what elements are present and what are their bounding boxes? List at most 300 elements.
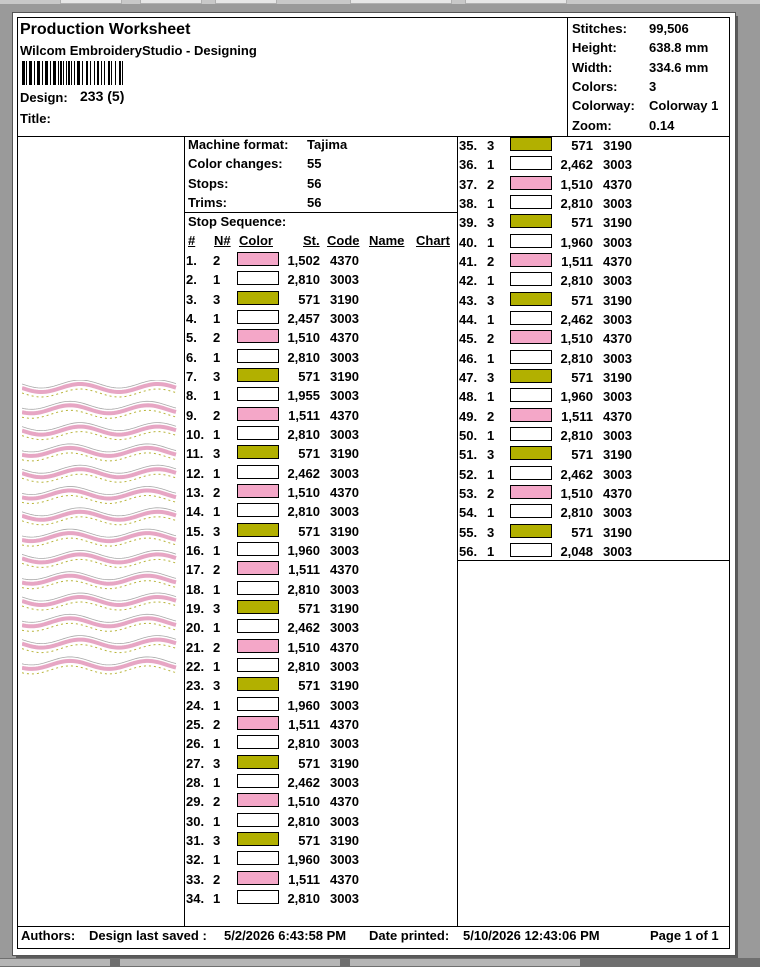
row-stitches: 1,960 <box>287 542 320 558</box>
row-stitches: 1,510 <box>287 484 320 500</box>
row-index: 53. <box>459 485 478 501</box>
table-row <box>459 291 729 310</box>
machine-value: 56 <box>307 176 322 191</box>
row-stitches: 571 <box>298 678 320 694</box>
row-stitches: 571 <box>298 600 320 616</box>
row-needle: 1 <box>213 272 221 288</box>
col-index: # <box>188 233 196 248</box>
row-code: 4370 <box>330 484 359 500</box>
row-code: 3003 <box>330 349 359 365</box>
row-code: 4370 <box>330 639 359 655</box>
machine-label: Machine format: <box>188 137 289 152</box>
table-row <box>186 309 456 328</box>
row-stitches: 571 <box>298 755 320 771</box>
row-stitches: 2,810 <box>287 426 320 442</box>
row-color-swatch <box>510 427 552 441</box>
table-row <box>186 290 456 309</box>
col-chart: Chart <box>416 233 450 248</box>
row-code: 3003 <box>330 697 359 713</box>
row-stitches: 2,810 <box>287 890 320 906</box>
row-needle: 3 <box>213 755 221 771</box>
row-stitches: 571 <box>571 292 593 308</box>
row-stitches: 2,810 <box>287 272 320 288</box>
toolbar-tab[interactable] <box>140 0 202 4</box>
row-index: 19. <box>186 600 205 616</box>
table-row <box>186 773 456 792</box>
machine-divider <box>184 212 457 213</box>
stat-label: Width: <box>572 60 613 75</box>
row-stitches: 1,510 <box>287 330 320 346</box>
row-needle: 2 <box>487 331 495 347</box>
row-needle: 1 <box>487 389 495 405</box>
row-needle: 1 <box>487 234 495 250</box>
row-index: 39. <box>459 215 478 231</box>
footer-authors: Authors: <box>21 928 76 943</box>
row-color-swatch <box>510 369 552 383</box>
row-color-swatch <box>237 677 279 691</box>
table-row <box>186 754 456 773</box>
table-row <box>459 349 729 368</box>
row-stitches: 571 <box>298 291 320 307</box>
row-index: 52. <box>459 466 478 482</box>
row-code: 3003 <box>330 581 359 597</box>
table-row <box>459 175 729 194</box>
row-stitches: 2,462 <box>287 774 320 790</box>
row-needle: 3 <box>213 446 221 462</box>
preview-pink-band <box>22 491 176 499</box>
design-preview-image <box>22 380 177 680</box>
row-needle: 2 <box>213 253 221 268</box>
row-needle: 1 <box>213 310 221 326</box>
preview-pink-band <box>22 576 176 584</box>
row-color-swatch <box>237 252 279 266</box>
table-row <box>186 618 456 637</box>
row-needle: 3 <box>213 678 221 694</box>
row-index: 13. <box>186 484 205 500</box>
row-needle: 1 <box>213 581 221 597</box>
table-row <box>459 465 729 484</box>
row-color-swatch <box>237 484 279 498</box>
stat-value: 99,506 <box>649 21 689 36</box>
col-stitches: St. <box>303 233 320 248</box>
row-color-swatch <box>510 466 552 480</box>
table-row <box>459 252 729 271</box>
row-needle: 1 <box>213 736 221 752</box>
row-stitches: 571 <box>571 447 593 463</box>
row-code: 3003 <box>330 736 359 752</box>
toolbar-tab[interactable] <box>465 0 567 4</box>
row-index: 5. <box>186 330 197 346</box>
row-stitches: 1,955 <box>287 388 320 404</box>
row-stitches: 2,810 <box>287 349 320 365</box>
row-code: 4370 <box>603 331 632 347</box>
row-needle: 2 <box>213 871 221 887</box>
table-row <box>186 483 456 502</box>
row-needle: 1 <box>213 890 221 906</box>
stat-label: Colorway: <box>572 98 635 113</box>
row-code: 3003 <box>603 389 632 405</box>
row-color-swatch <box>510 292 552 306</box>
row-stitches: 1,511 <box>561 253 593 269</box>
row-stitches: 2,462 <box>560 311 593 327</box>
row-stitches: 2,810 <box>287 813 320 829</box>
row-color-swatch <box>237 310 279 324</box>
row-index: 42. <box>459 273 478 289</box>
row-index: 14. <box>186 504 205 520</box>
row-index: 9. <box>186 407 197 423</box>
row-code: 4370 <box>330 794 359 810</box>
row-code: 3003 <box>603 311 632 327</box>
row-code: 3003 <box>603 543 632 559</box>
row-stitches: 1,511 <box>561 408 593 424</box>
row-needle: 3 <box>213 832 221 848</box>
row-color-swatch <box>510 408 552 422</box>
row-needle: 3 <box>487 215 495 231</box>
row-index: 41. <box>459 253 478 269</box>
row-index: 36. <box>459 157 478 173</box>
row-needle: 2 <box>487 485 495 501</box>
table-row <box>459 445 729 464</box>
machine-label: Color changes: <box>188 156 283 171</box>
row-stitches: 1,960 <box>560 389 593 405</box>
machine-value: 55 <box>307 156 322 171</box>
stats-divider <box>567 17 568 137</box>
row-color-swatch <box>237 271 279 285</box>
row-stitches: 2,462 <box>287 465 320 481</box>
row-stitches: 571 <box>298 368 320 384</box>
table-row <box>459 523 729 542</box>
row-color-swatch <box>237 368 279 382</box>
row-index: 46. <box>459 350 478 366</box>
status-segment <box>350 959 580 966</box>
table-row <box>459 155 729 174</box>
row-stitches: 2,462 <box>287 620 320 636</box>
row-index: 21. <box>186 639 205 655</box>
row-needle: 1 <box>213 658 221 674</box>
col-needle: N# <box>214 233 231 248</box>
row-code: 3190 <box>603 215 632 231</box>
table-row <box>459 407 729 426</box>
toolbar-tab[interactable] <box>60 0 122 4</box>
row-code: 3003 <box>603 195 632 211</box>
row-index: 29. <box>186 794 205 810</box>
table-row <box>186 676 456 695</box>
row-index: 3. <box>186 291 197 307</box>
row-code: 3003 <box>330 852 359 868</box>
row-stitches: 1,511 <box>288 562 320 578</box>
row-stitches: 1,510 <box>560 485 593 501</box>
row-color-swatch <box>237 503 279 517</box>
row-code: 3190 <box>330 523 359 539</box>
row-stitches: 2,810 <box>560 350 593 366</box>
table-row <box>186 522 456 541</box>
row-code: 3003 <box>330 620 359 636</box>
preview-pink-band <box>22 533 176 541</box>
row-stitches: 2,810 <box>287 658 320 674</box>
column-divider <box>457 136 458 927</box>
row-code: 3190 <box>330 291 359 307</box>
row-needle: 3 <box>213 291 221 307</box>
row-index: 31. <box>186 832 205 848</box>
row-code: 3190 <box>603 369 632 385</box>
row-code: 3003 <box>330 504 359 520</box>
footer-page-number: Page 1 of 1 <box>650 928 719 943</box>
table-row <box>186 328 456 347</box>
row-code: 3003 <box>330 813 359 829</box>
table-row <box>186 425 456 444</box>
row-color-swatch <box>237 561 279 575</box>
row-color-swatch <box>237 407 279 421</box>
row-index: 26. <box>186 736 205 752</box>
row-code: 4370 <box>603 485 632 501</box>
window-bottom-strip <box>0 958 760 967</box>
page-title: Production Worksheet <box>20 21 191 38</box>
row-stitches: 2,810 <box>287 581 320 597</box>
row-color-swatch <box>510 504 552 518</box>
row-code: 3190 <box>330 832 359 848</box>
row-code: 3003 <box>330 774 359 790</box>
row-color-swatch <box>237 774 279 788</box>
row-index: 56. <box>459 543 478 559</box>
row-code: 3190 <box>330 446 359 462</box>
row-needle: 1 <box>213 349 221 365</box>
table-row <box>186 464 456 483</box>
stat-label: Height: <box>572 40 617 55</box>
design-value: 233 (5) <box>80 88 125 104</box>
row-color-swatch <box>237 291 279 305</box>
row-color-swatch <box>237 871 279 885</box>
row-index: 8. <box>186 388 197 404</box>
row-color-swatch <box>237 445 279 459</box>
row-index: 2. <box>186 272 197 288</box>
row-code: 3190 <box>603 292 632 308</box>
row-code: 3190 <box>603 524 632 540</box>
row-index: 30. <box>186 813 205 829</box>
row-code: 3190 <box>330 368 359 384</box>
stat-value: 334.6 mm <box>649 60 709 75</box>
row-code: 3003 <box>603 466 632 482</box>
row-color-swatch <box>237 581 279 595</box>
row-needle: 3 <box>487 138 495 153</box>
table-row <box>459 426 729 445</box>
machine-label: Stops: <box>188 176 229 191</box>
table-row <box>186 444 456 463</box>
col-code: Code <box>327 233 360 248</box>
row-index: 11. <box>186 446 204 462</box>
col-name: Name <box>369 233 405 248</box>
table-row <box>186 560 456 579</box>
table-row <box>459 310 729 329</box>
row-needle: 1 <box>213 504 221 520</box>
preview-pink-band <box>22 405 176 413</box>
row-index: 37. <box>459 176 478 192</box>
table-row <box>186 812 456 831</box>
stat-label: Zoom: <box>572 118 612 133</box>
table-row <box>459 387 729 406</box>
row-needle: 1 <box>213 852 221 868</box>
row-code: 3003 <box>603 427 632 443</box>
row-color-swatch <box>510 543 552 557</box>
row-stitches: 1,510 <box>560 176 593 192</box>
row-stitches: 571 <box>298 832 320 848</box>
row-color-swatch <box>237 851 279 865</box>
row-index: 20. <box>186 620 205 636</box>
row-code: 3003 <box>330 658 359 674</box>
row-needle: 2 <box>487 408 495 424</box>
row-needle: 3 <box>487 524 495 540</box>
row-code: 3003 <box>330 465 359 481</box>
row-needle: 2 <box>213 484 221 500</box>
row-index: 35. <box>459 138 478 153</box>
row-needle: 2 <box>487 176 495 192</box>
row-color-swatch <box>237 755 279 769</box>
row-color-swatch <box>510 176 552 190</box>
row-needle: 1 <box>213 426 221 442</box>
row-stitches: 1,510 <box>560 331 593 347</box>
row-index: 47. <box>459 369 478 385</box>
preview-pink-band <box>22 618 176 626</box>
row-stitches: 2,462 <box>560 157 593 173</box>
table-row <box>186 657 456 676</box>
row-stitches: 1,510 <box>287 639 320 655</box>
row-color-swatch <box>237 832 279 846</box>
row-index: 17. <box>186 562 205 578</box>
row-code: 4370 <box>330 253 359 268</box>
stat-value: 0.14 <box>649 118 675 133</box>
row-index: 18. <box>186 581 205 597</box>
table-row <box>186 251 456 270</box>
row-index: 15. <box>186 523 205 539</box>
row-color-swatch <box>510 311 552 325</box>
row-color-swatch <box>510 214 552 228</box>
row-needle: 1 <box>213 465 221 481</box>
toolbar-tab[interactable] <box>350 0 452 4</box>
row-stitches: 1,511 <box>288 871 320 887</box>
row-color-swatch <box>237 890 279 904</box>
row-stitches: 2,810 <box>560 273 593 289</box>
row-index: 44. <box>459 311 478 327</box>
row-index: 6. <box>186 349 197 365</box>
row-code: 4370 <box>603 408 632 424</box>
row-color-swatch <box>510 272 552 286</box>
row-needle: 2 <box>213 330 221 346</box>
row-stitches: 1,511 <box>288 407 320 423</box>
stat-label: Colors: <box>572 79 618 94</box>
stat-value: 638.8 mm <box>649 40 709 55</box>
row-code: 3190 <box>330 755 359 771</box>
row-index: 4. <box>186 310 197 326</box>
row-needle: 1 <box>487 311 495 327</box>
row-code: 3190 <box>603 447 632 463</box>
row-needle: 1 <box>487 505 495 521</box>
table-row <box>186 406 456 425</box>
toolbar-tab[interactable] <box>215 0 277 4</box>
table-row <box>186 580 456 599</box>
row-needle: 2 <box>213 716 221 732</box>
row-needle: 1 <box>213 620 221 636</box>
row-needle: 3 <box>213 523 221 539</box>
footer-divider <box>17 926 730 927</box>
row-needle: 2 <box>487 253 495 269</box>
table-row <box>186 386 456 405</box>
row-stitches: 571 <box>571 369 593 385</box>
table-row <box>459 542 729 561</box>
row-index: 43. <box>459 292 478 308</box>
col-color: Color <box>239 233 273 248</box>
row-index: 48. <box>459 389 478 405</box>
table-row <box>186 850 456 869</box>
machine-label: Trims: <box>188 195 228 210</box>
row-stitches: 1,960 <box>287 852 320 868</box>
row-code: 3003 <box>330 890 359 906</box>
row-needle: 1 <box>213 697 221 713</box>
row-needle: 1 <box>213 542 221 558</box>
row-color-swatch <box>237 716 279 730</box>
row-color-swatch <box>510 253 552 267</box>
row-stitches: 2,462 <box>560 466 593 482</box>
table-row <box>186 889 456 908</box>
row-stitches: 2,810 <box>560 427 593 443</box>
row-needle: 1 <box>487 273 495 289</box>
row-index: 49. <box>459 408 478 424</box>
row-stitches: 1,511 <box>288 716 320 732</box>
row-code: 4370 <box>330 407 359 423</box>
table-row <box>459 233 729 252</box>
row-code: 3003 <box>603 273 632 289</box>
row-needle: 1 <box>487 157 495 173</box>
row-code: 4370 <box>330 871 359 887</box>
stat-value: Colorway 1 <box>649 98 719 113</box>
row-needle: 2 <box>213 639 221 655</box>
row-needle: 2 <box>213 562 221 578</box>
row-code: 3003 <box>603 157 632 173</box>
row-color-swatch <box>237 697 279 711</box>
row-color-swatch <box>237 542 279 556</box>
row-color-swatch <box>237 600 279 614</box>
preview-pink-band <box>22 448 176 456</box>
row-color-swatch <box>510 234 552 248</box>
row-stitches: 571 <box>571 215 593 231</box>
row-stitches: 1,502 <box>287 253 320 268</box>
row-needle: 1 <box>213 388 221 404</box>
row-color-swatch <box>237 349 279 363</box>
row-code: 3003 <box>330 272 359 288</box>
table-row <box>186 715 456 734</box>
row-color-swatch <box>237 735 279 749</box>
row-stitches: 571 <box>298 446 320 462</box>
status-segment <box>120 959 340 966</box>
row-stitches: 571 <box>298 523 320 539</box>
machine-value: 56 <box>307 195 322 210</box>
table-row <box>186 599 456 618</box>
row-code: 3003 <box>330 542 359 558</box>
row-code: 4370 <box>330 716 359 732</box>
table-row <box>459 271 729 290</box>
row-color-swatch <box>237 465 279 479</box>
row-stitches: 2,457 <box>287 310 320 326</box>
row-index: 50. <box>459 427 478 443</box>
row-index: 33. <box>186 871 205 887</box>
table-row <box>186 696 456 715</box>
row-color-swatch <box>510 524 552 538</box>
row-stitches: 2,810 <box>560 505 593 521</box>
row-color-swatch <box>237 329 279 343</box>
table-row <box>459 213 729 232</box>
row-index: 28. <box>186 774 205 790</box>
row-needle: 3 <box>213 368 221 384</box>
row-color-swatch <box>510 446 552 460</box>
row-index: 54. <box>459 505 478 521</box>
